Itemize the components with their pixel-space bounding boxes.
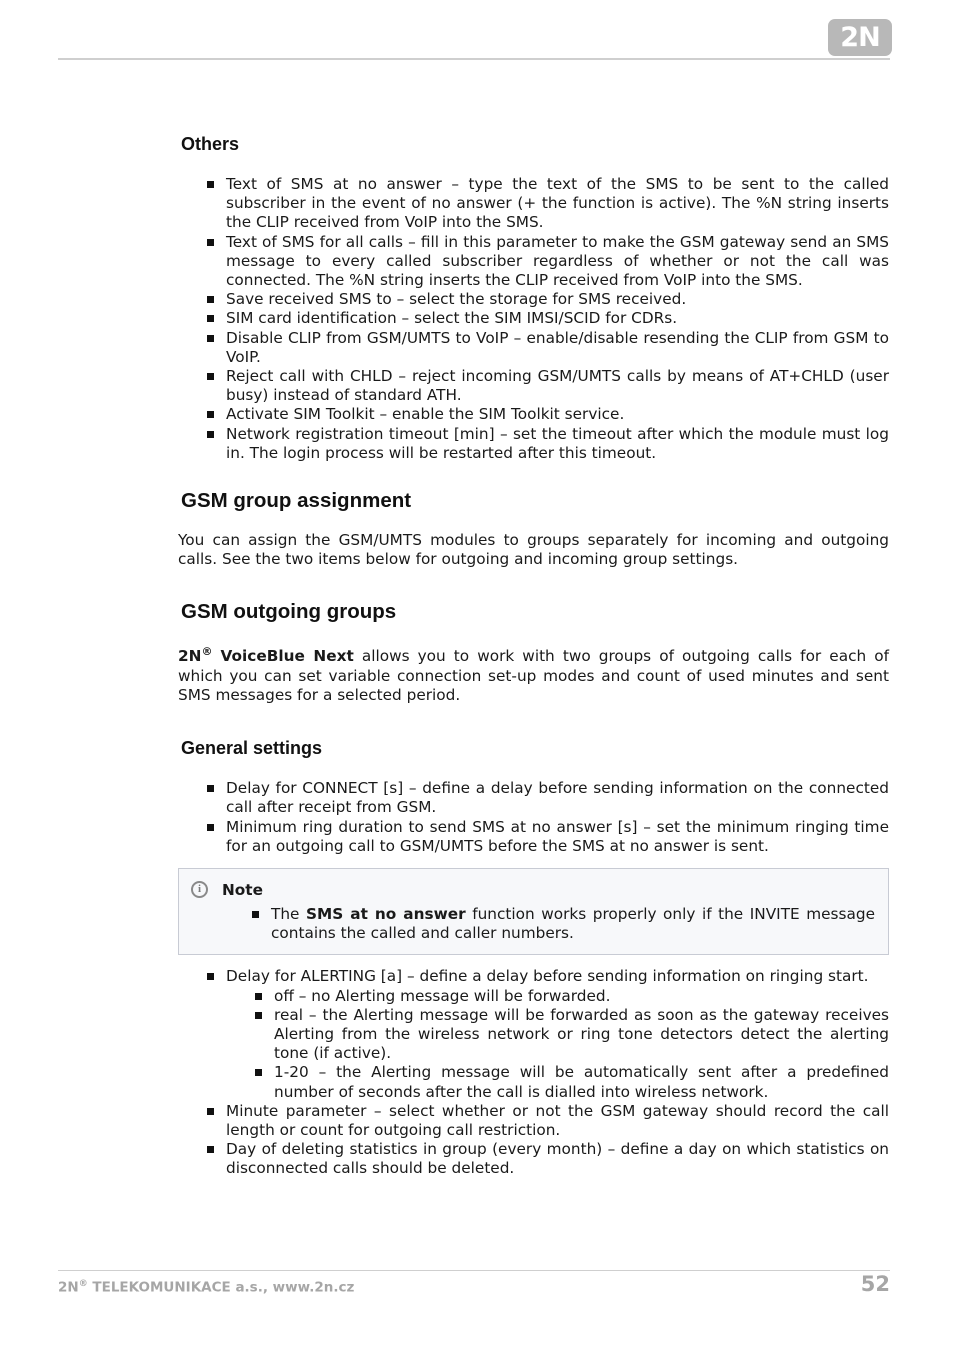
product-name: VoiceBlue Next — [220, 647, 354, 666]
more-settings-list — [178, 967, 889, 1178]
list-item: Save received SMS to – select the storage for SMS received. — [226, 290, 889, 309]
list-item: Reject call with CHLD – reject incoming GSM/UMTS calls by means of AT+CHLD (user busy) instead of standard ATH. — [226, 367, 889, 405]
list-item: Day of deleting statistics in group (every month) – define a day on which statistics on disconnected calls should be deleted. — [226, 1140, 889, 1178]
others-list — [178, 175, 889, 463]
header-divider — [58, 58, 890, 60]
list-item: Minute parameter – select whether or not the GSM gateway should record the call length or count for outgoing call restriction. — [226, 1101, 889, 1139]
outgoing-groups-text — [178, 642, 889, 705]
footer-company — [58, 1279, 354, 1296]
note-header — [191, 881, 875, 899]
list-item: Activate SIM Toolkit – enable the SIM Toolkit service. — [226, 405, 889, 424]
note-list — [191, 905, 875, 943]
list-item — [226, 967, 889, 1101]
list-item: Delay for CONNECT [s] – define a delay before sending information on the connected call after receipt from GSM. — [226, 779, 889, 817]
general-settings-heading: General settings — [181, 738, 323, 759]
page-number: 52 — [860, 1272, 890, 1296]
alerting-sublist — [226, 987, 889, 1102]
registered-mark: ® — [201, 645, 213, 659]
group-assignment-heading: GSM group assignment — [181, 489, 412, 513]
note-text-bold: SMS at no answer — [306, 904, 466, 923]
list-item: SIM card identification – select the SIM IMSI/SCID for CDRs. — [226, 309, 889, 328]
outgoing-groups-heading: GSM outgoing groups — [181, 600, 397, 624]
list-item: Text of SMS for all calls – fill in this parameter to make the GSM gateway send an SMS message to every called subscriber regardless of whether or not the call was connected. The %N string inserts the CLIP received from VoIP into the SMS. — [226, 232, 889, 290]
group-assignment-text: You can assign the GSM/UMTS modules to groups separately for incoming and outgoing calls. See the two items below for outgoing and incoming group settings. — [178, 531, 889, 569]
note-box — [178, 868, 889, 955]
note-item — [271, 905, 875, 943]
sub-list-item: 1-20 – the Alerting message will be automatically sent after a predefined number of seconds after the call is dialled into wireless network. — [274, 1063, 889, 1101]
others-heading: Others — [181, 134, 240, 154]
footer-divider — [58, 1270, 890, 1271]
sub-list-item: real – the Alerting message will be forwarded as soon as the gateway receives Alerting from the wireless network or ring tone detectors detect the alerting tone (if active). — [274, 1005, 889, 1063]
list-item: Network registration timeout [min] – set the timeout after which the module must log in. The login process will be restarted after this timeout. — [226, 424, 889, 462]
page-content — [178, 134, 889, 1179]
list-item: Minimum ring duration to send SMS at no answer [s] – set the minimum ringing time for an outgoing call to GSM/UMTS before the SMS at no answer is sent. — [226, 817, 889, 855]
list-item: Text of SMS at no answer – type the text of the SMS to be sent to the called subscriber in the event of no answer (+ the function is active). The %N string inserts the CLIP received from VoIP into the SMS. — [226, 175, 889, 232]
footer-registered-mark: ® — [78, 1279, 88, 1289]
list-item: Disable CLIP from GSM/UMTS to VoIP – enable/disable resending the CLIP from GSM to VoIP. — [226, 328, 889, 366]
general-settings-list — [178, 779, 889, 856]
outgoing-description: allows you to work with two groups of outgoing calls for each of which you can set variable connection set-up modes and count of used minutes and sent SMS messages for a selected period. — [178, 647, 889, 704]
sub-list-item: off – no Alerting message will be forwarded. — [274, 987, 889, 1006]
brand-name: 2N — [178, 647, 202, 666]
note-title: Note — [222, 880, 263, 899]
info-icon: i — [191, 881, 208, 898]
note-text-post: function works properly only if the INVITE message contains the called and caller numbers. — [271, 904, 875, 943]
note-text-pre: The — [271, 904, 306, 923]
brand-logo: 2N — [828, 19, 892, 56]
footer-brand: 2N — [58, 1279, 79, 1296]
alerting-text: Delay for ALERTING [a] – define a delay before sending information on ringing start. — [226, 967, 869, 986]
footer-company-rest: TELEKOMUNIKACE a.s., www.2n.cz — [87, 1279, 355, 1296]
